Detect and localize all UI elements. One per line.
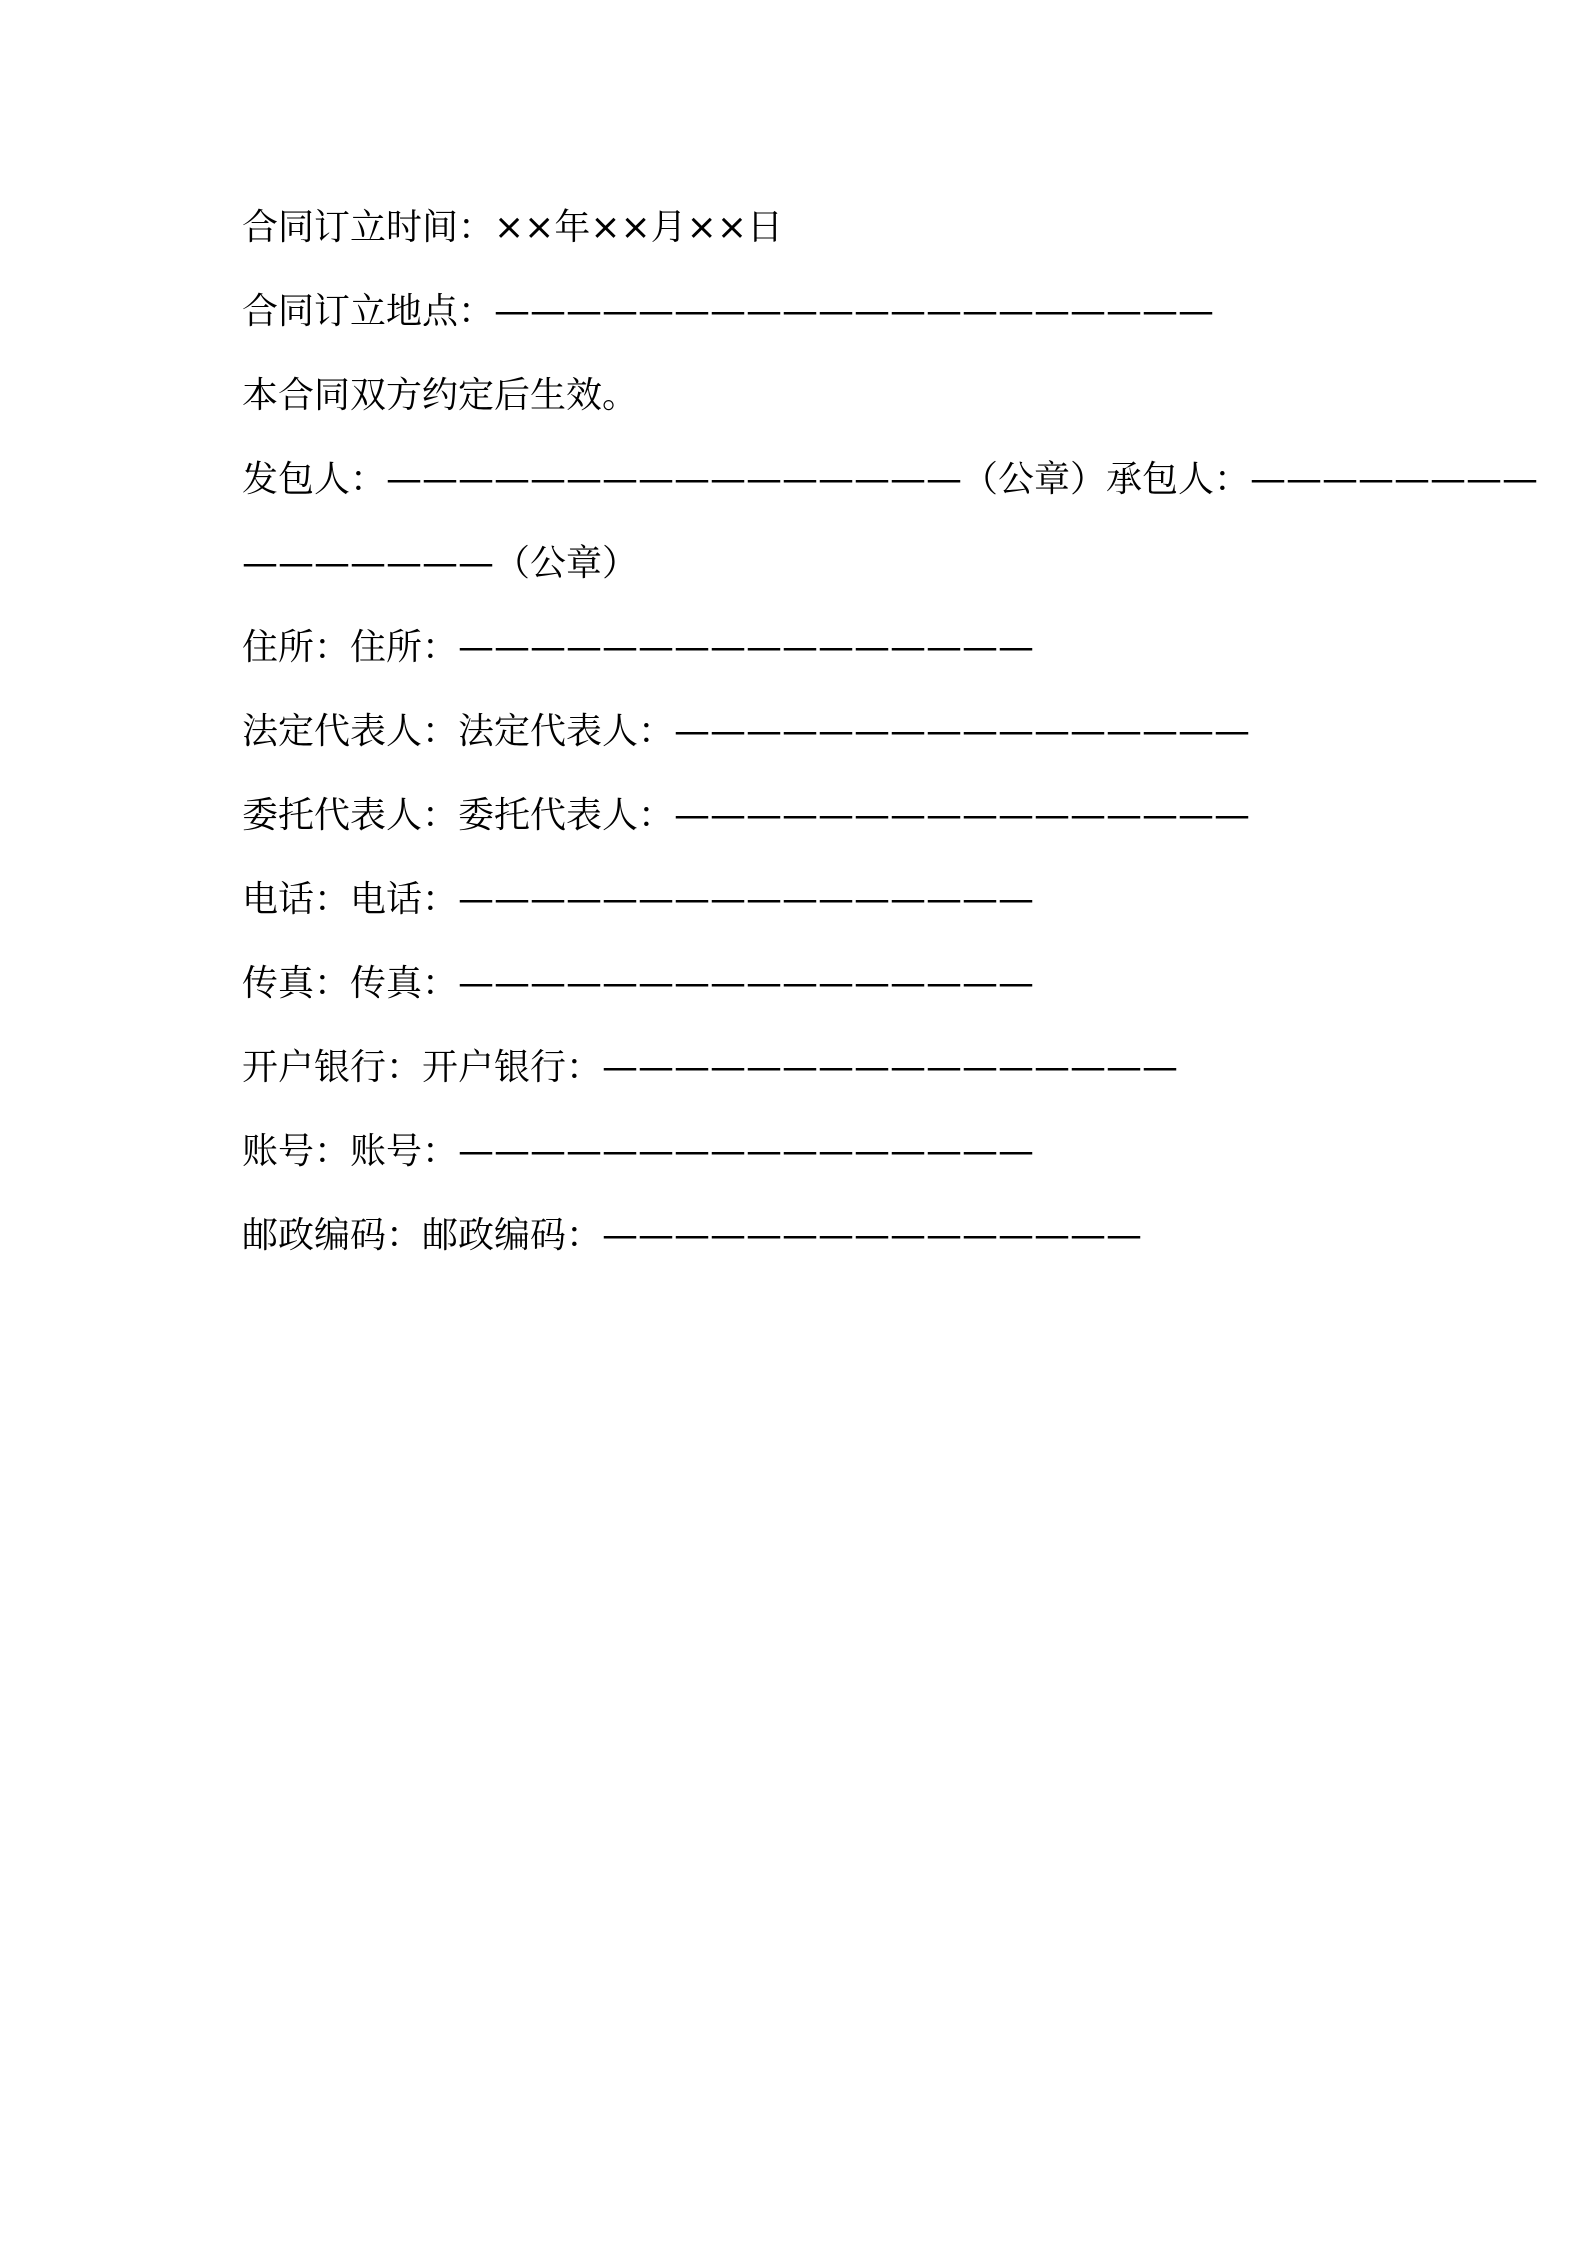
authorized-representative-line: 委托代表人：委托代表人：———————————————— — [242, 795, 1251, 836]
bank-line: 开户银行：开户银行：———————————————— — [242, 1047, 1179, 1088]
phone-line: 电话：电话：———————————————— — [242, 879, 1035, 920]
account-line: 账号：账号：———————————————— — [242, 1131, 1035, 1172]
effective-clause-line: 本合同双方约定后生效。 — [242, 375, 639, 416]
contract-date-line: 合同订立时间：××年××月××日 — [242, 207, 783, 248]
parties-line: 发包人：————————————————（公章）承包人：———————— — [242, 459, 1539, 500]
contract-place-line: 合同订立地点：———————————————————— — [242, 291, 1215, 332]
postal-code-line: 邮政编码：邮政编码：——————————————— — [242, 1215, 1143, 1256]
fax-line: 传真：传真：———————————————— — [242, 963, 1035, 1004]
address-line: 住所：住所：———————————————— — [242, 627, 1035, 668]
parties-line-continued: ———————（公章） — [242, 543, 639, 584]
contract-signature-section — [242, 200, 1539, 1292]
legal-representative-line: 法定代表人：法定代表人：———————————————— — [242, 711, 1251, 752]
